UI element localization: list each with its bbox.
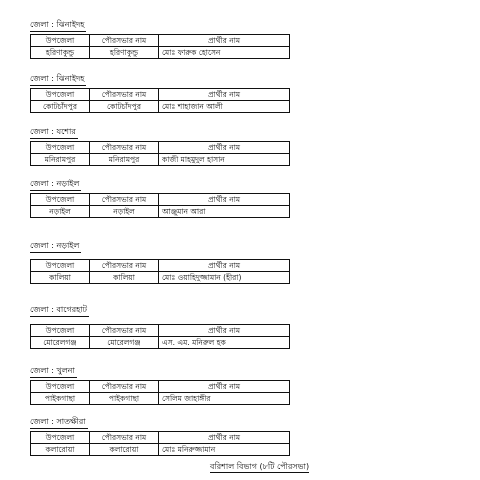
header-pourashava: পৌরসভার নাম [90, 260, 159, 272]
table-row [31, 272, 290, 284]
cell-pourashava: কালিয়া [90, 272, 159, 284]
header-upazila: উপজেলা [31, 194, 90, 206]
district-section-1 [30, 12, 430, 59]
header-candidate: প্রার্থীর নাম [159, 432, 290, 444]
table-header-row [31, 194, 290, 206]
cell-candidate: মোঃ শাহাজান আলী [159, 101, 290, 113]
candidate-table [30, 141, 290, 166]
header-pourashava: পৌরসভার নাম [90, 381, 159, 393]
candidate-table [30, 34, 290, 59]
cell-candidate: কাজী মাহমুদুল হাসান [159, 154, 290, 166]
header-upazila: উপজেলা [31, 260, 90, 272]
district-heading: জেলা : ঝিনাইদহ [30, 74, 86, 86]
cell-candidate: এস. এম. মনিরুল হক [159, 337, 290, 349]
table-header-row [31, 260, 290, 272]
header-pourashava: পৌরসভার নাম [90, 194, 159, 206]
district-heading: জেলা : নড়াইল [30, 241, 81, 253]
table-header-row [31, 325, 290, 337]
cell-pourashava: মোরেলগঞ্জ [90, 337, 159, 349]
table-header-row [31, 381, 290, 393]
cell-pourashava: কোটচাঁদপুর [90, 101, 159, 113]
cell-pourashava: মনিরামপুর [90, 154, 159, 166]
header-upazila: উপজেলা [31, 89, 90, 101]
district-heading: জেলা : ঝিনাইদহ [30, 20, 86, 32]
cell-pourashava: পাইকগাছা [90, 393, 159, 405]
header-candidate: প্রার্থীর নাম [159, 260, 290, 272]
cell-candidate: মোঃ মনিরুজ্জামান [159, 444, 290, 456]
candidate-table [30, 193, 290, 218]
division-footer-heading: বরিশাল বিভাগ (৮টি পৌরসভা) [210, 462, 310, 471]
header-candidate: প্রার্থীর নাম [159, 35, 290, 47]
candidate-table [30, 380, 290, 405]
header-upazila: উপজেলা [31, 35, 90, 47]
header-candidate: প্রার্থীর নাম [159, 381, 290, 393]
cell-upazila: হরিণাকুন্ডু [31, 47, 90, 59]
table-row [31, 206, 290, 218]
cell-candidate: আঞ্জুমান আরা [159, 206, 290, 218]
district-heading: জেলা : যশোর [30, 127, 78, 139]
cell-upazila: মনিরামপুর [31, 154, 90, 166]
district-section-3 [30, 119, 430, 166]
header-candidate: প্রার্থীর নাম [159, 194, 290, 206]
header-pourashava: পৌরসভার নাম [90, 35, 159, 47]
table-row [31, 47, 290, 59]
header-pourashava: পৌরসভার নাম [90, 432, 159, 444]
cell-pourashava: হরিণাকুন্ডু [90, 47, 159, 59]
header-candidate: প্রার্থীর নাম [159, 89, 290, 101]
cell-upazila: কোটচাঁদপুর [31, 101, 90, 113]
table-header-row [31, 142, 290, 154]
district-section-4 [30, 171, 430, 218]
header-pourashava: পৌরসভার নাম [90, 142, 159, 154]
district-section-6 [30, 297, 430, 349]
cell-candidate: মোঃ ফারুক হোসেন [159, 47, 290, 59]
table-row [31, 154, 290, 166]
table-header-row [31, 89, 290, 101]
cell-upazila: নড়াইল [31, 206, 90, 218]
table-header-row [31, 432, 290, 444]
district-section-8 [30, 409, 430, 456]
header-upazila: উপজেলা [31, 325, 90, 337]
header-upazila: উপজেলা [31, 381, 90, 393]
cell-upazila: মোরেলগঞ্জ [31, 337, 90, 349]
district-section-5 [30, 233, 430, 284]
cell-candidate: সেলিম জাহাঙ্গীর [159, 393, 290, 405]
cell-candidate: মোঃ ওয়াহিদুজ্জামান (হীরা) [159, 272, 290, 284]
district-section-7 [30, 358, 430, 405]
header-pourashava: পৌরসভার নাম [90, 89, 159, 101]
header-candidate: প্রার্থীর নাম [159, 325, 290, 337]
district-heading: জেলা : নড়াইল [30, 179, 81, 191]
candidate-table [30, 259, 290, 284]
candidate-table [30, 431, 290, 456]
district-heading: জেলা : সাতক্ষীরা [30, 417, 88, 429]
table-row [31, 393, 290, 405]
table-header-row [31, 35, 290, 47]
header-pourashava: পৌরসভার নাম [90, 325, 159, 337]
table-row [31, 337, 290, 349]
candidate-table [30, 324, 290, 349]
cell-pourashava: কলারোয়া [90, 444, 159, 456]
district-heading: জেলা : খুলনা [30, 366, 77, 378]
candidate-table [30, 88, 290, 113]
district-heading: জেলা : বাগেরহাট [30, 305, 89, 317]
header-upazila: উপজেলা [31, 432, 90, 444]
cell-upazila: পাইকগাছা [31, 393, 90, 405]
header-candidate: প্রার্থীর নাম [159, 142, 290, 154]
header-upazila: উপজেলা [31, 142, 90, 154]
cell-upazila: কালিয়া [31, 272, 90, 284]
district-section-2 [30, 66, 430, 113]
cell-upazila: কলারোয়া [31, 444, 90, 456]
cell-pourashava: নড়াইল [90, 206, 159, 218]
table-row [31, 101, 290, 113]
table-row [31, 444, 290, 456]
